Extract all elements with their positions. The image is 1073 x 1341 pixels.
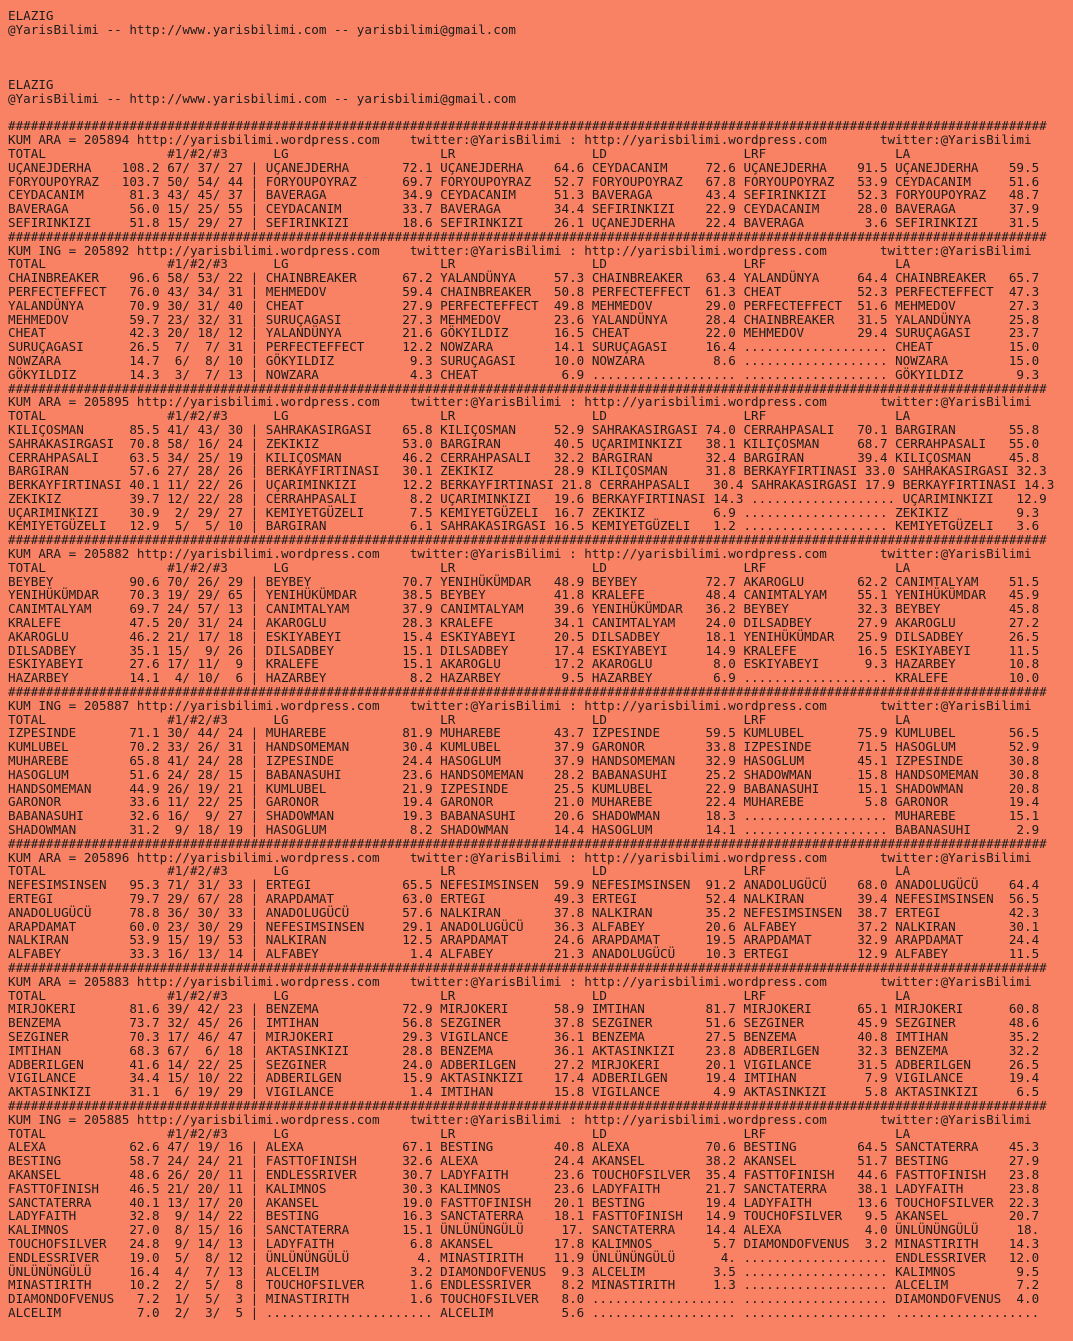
table-row: MINASTIRITH 10.2 2/ 5/ 8 | TOUCHOFSILVER 1.6 ENDLESSRIVER 8.2 MINASTIRITH 1.3 ................... ALCELIM 7.2 <box>8 1277 1040 1293</box>
table-row: KUMLUBEL 70.2 33/ 26/ 31 | HANDSOMEMAN 30.4 KUMLUBEL 37.9 GARONOR 33.8 IZPESINDE 71.5 HASOGLUM 52.9 <box>8 739 1040 755</box>
section-title: KUM ARA = 205894 http://yarisbilimi.wordpress.com twitter:@YarisBilimi : http://yarisbilimi.wordpress.com twitter:@YarisBilimi <box>8 132 1032 148</box>
separator-line: ######################################################################################################################################### <box>8 959 1047 975</box>
column-header: TOTAL #1/#2/#3 LG LR LD LRF LA <box>8 559 911 575</box>
table-row: SEFIRINKIZI 51.8 15/ 29/ 27 | SEFIRINKIZI 18.6 SEFIRINKIZI 26.1 UÇANEJDERHA 22.4 BAVERAGA 3.6 SEFIRINKIZI 31.5 <box>8 214 1040 230</box>
section-title: KUM ARA = 205895 http://yarisbilimi.wordpress.com twitter:@YarisBilimi : http://yarisbilimi.wordpress.com twitter:@YarisBilimi <box>8 394 1032 410</box>
table-row: CHEAT 42.3 20/ 18/ 12 | YALANDÜNYA 21.6 GÖKYILDIZ 16.5 CHEAT 22.0 MEHMEDOV 29.4 SURUÇAGASI 23.7 <box>8 325 1040 341</box>
table-row: AKTASINKIZI 31.1 6/ 19/ 29 | VIGILANCE 1.4 IMTIHAN 15.8 VIGILANCE 4.9 AKTASINKIZI 5.8 AKTASINKIZI 6.5 <box>8 1084 1040 1100</box>
table-row: ENDLESSRIVER 19.0 5/ 8/ 12 | ÜNLÜNÜNGÜLÜ 4. MINASTIRITH 11.9 ÜNLÜNÜNGÜLÜ 4. ................... ENDLESSRIVER 12.0 <box>8 1249 1040 1265</box>
table-row: ADBERILGEN 41.6 14/ 22/ 25 | SEZGINER 24.0 ADBERILGEN 27.2 MIRJOKERI 20.1 VIGILANCE 31.5 ADBERILGEN 26.5 <box>8 1056 1040 1072</box>
table-row: YALANDÜNYA 70.9 30/ 31/ 40 | CHEAT 27.9 PERFECTEFFECT 49.8 MEHMEDOV 29.0 PERFECTEFFECT 51.6 MEHMEDOV 27.3 <box>8 297 1040 313</box>
table-row: VIGILANCE 34.4 15/ 10/ 22 | ADBERILGEN 15.9 AKTASINKIZI 17.4 ADBERILGEN 19.4 IMTIHAN 7.9 VIGILANCE 19.4 <box>8 1070 1040 1086</box>
table-row: SEZGINER 70.3 17/ 46/ 47 | MIRJOKERI 29.3 VIGILANCE 36.1 BENZEMA 27.5 BENZEMA 40.8 IMTIHAN 35.2 <box>8 1028 1040 1044</box>
byline: @YarisBilimi -- http://www.yarisbilimi.com -- yarisbilimi@gmail.com <box>8 90 516 106</box>
spacer <box>8 64 1073 78</box>
page-header-block-2 <box>8 78 1073 106</box>
table-row: HAZARBEY 14.1 4/ 10/ 6 | HAZARBEY 8.2 HAZARBEY 9.5 HAZARBEY 6.9 ................... KRALEFE 10.0 <box>8 670 1040 686</box>
table-row: BEYBEY 90.6 70/ 26/ 29 | BEYBEY 70.7 YENIHÜKÜMDAR 48.9 BEYBEY 72.7 AKAROGLU 62.2 CANIMTALYAM 51.5 <box>8 573 1040 589</box>
table-row: FASTTOFINISH 46.5 21/ 20/ 11 | KALIMNOS 30.3 KALIMNOS 23.6 LADYFAITH 21.7 SANCTATERRA 38.1 LADYFAITH 23.8 <box>8 1180 1040 1196</box>
table-row: KILIÇOSMAN 85.5 41/ 43/ 30 | SAHRAKASIRGASI 65.8 KILIÇOSMAN 52.9 SAHRAKASIRGASI 74.0 CERRAHPASALI 70.1 BARGIRAN 55.8 <box>8 421 1040 437</box>
table-row: ALEXA 62.6 47/ 19/ 16 | ALEXA 67.1 BESTING 40.8 ALEXA 70.6 BESTING 64.5 SANCTATERRA 45.3 <box>8 1139 1040 1155</box>
table-row: CEYDACANIM 81.3 43/ 45/ 37 | BAVERAGA 34.9 CEYDACANIM 51.3 BAVERAGA 43.4 SEFIRINKIZI 52.3 FORYOUPOYRAZ 48.7 <box>8 187 1040 203</box>
table-row: TOUCHOFSILVER 24.8 9/ 14/ 13 | LADYFAITH 6.8 AKANSEL 17.8 KALIMNOS 5.7 DIAMONDOFVENUS 3.2 MINASTIRITH 14.3 <box>8 1235 1040 1251</box>
table-row: DIAMONDOFVENUS 7.2 1/ 5/ 3 | MINASTIRITH 1.6 TOUCHOFSILVER 8.0 ................... ................... DIAMONDOFVENUS 4.0 <box>8 1291 1040 1307</box>
race-sections <box>8 119 1073 1319</box>
table-row: AKANSEL 48.6 26/ 20/ 11 | ENDLESSRIVER 30.7 LADYFAITH 23.6 TOUCHOFSILVER 35.4 FASTTOFINISH 44.6 FASTTOFINISH 23.8 <box>8 1166 1040 1182</box>
spacer <box>8 37 1073 51</box>
column-header: TOTAL #1/#2/#3 LG LR LD LRF LA <box>8 145 911 161</box>
table-row: SAHRAKASIRGASI 70.8 58/ 16/ 24 | ZEKIKIZ 53.0 BARGIRAN 40.5 UÇARIMINKIZI 38.1 KILIÇOSMAN 68.7 CERRAHPASALI 55.0 <box>8 435 1040 451</box>
column-header: TOTAL #1/#2/#3 LG LR LD LRF LA <box>8 711 911 727</box>
table-row: ALCELIM 7.0 2/ 3/ 5 | ...................... ALCELIM 5.6 ................... ................... ................... <box>8 1304 1040 1320</box>
table-row: CANIMTALYAM 69.7 24/ 57/ 13 | CANIMTALYAM 37.9 CANIMTALYAM 39.6 YENIHÜKÜMDAR 36.2 BEYBEY 32.3 BEYBEY 45.8 <box>8 601 1040 617</box>
byline: @YarisBilimi -- http://www.yarisbilimi.com -- yarisbilimi@gmail.com <box>8 21 516 37</box>
table-row: KALIMNOS 27.0 8/ 15/ 16 | SANCTATERRA 15.1 ÜNLÜNÜNGÜLÜ 17. SANCTATERRA 14.4 ALEXA 4.0 ÜNLÜNÜNGÜLÜ 18. <box>8 1222 1040 1238</box>
table-row: BENZEMA 73.7 32/ 45/ 26 | IMTIHAN 56.8 SEZGINER 37.8 SEZGINER 51.6 SEZGINER 45.9 SEZGINER 48.6 <box>8 1015 1040 1031</box>
table-row: BERKAYFIRTINASI 40.1 11/ 22/ 26 | UÇARIMINKIZI 12.2 BERKAYFIRTINASI 21.8 CERRAHPASALI 30.4 SAHRAKASIRGASI 17.9 BERKAYFIRTINASI 14.3 <box>8 477 1055 493</box>
section-title: KUM ARA = 205883 http://yarisbilimi.wordpress.com twitter:@YarisBilimi : http://yarisbilimi.wordpress.com twitter:@YarisBilimi <box>8 973 1032 989</box>
table-row: KEMIYETGÜZELI 12.9 5/ 5/ 10 | BARGIRAN 6.1 SAHRAKASIRGASI 16.5 KEMIYETGÜZELI 1.2 ................... KEMIYETGÜZELI 3.6 <box>8 518 1040 534</box>
table-row: SURUÇAGASI 26.5 7/ 7/ 31 | PERFECTEFFECT 12.2 NOWZARA 14.1 SURUÇAGASI 16.4 ................... CHEAT 15.0 <box>8 339 1040 355</box>
table-row: MUHAREBE 65.8 41/ 24/ 28 | IZPESINDE 24.4 HASOGLUM 37.9 HANDSOMEMAN 32.9 HASOGLUM 45.1 IZPESINDE 30.8 <box>8 753 1040 769</box>
separator-line: ######################################################################################################################################### <box>8 835 1047 851</box>
separator-line: ######################################################################################################################################### <box>8 228 1047 244</box>
table-row: NALKIRAN 53.9 15/ 19/ 53 | NALKIRAN 12.5 ARAPDAMAT 24.6 ARAPDAMAT 19.5 ARAPDAMAT 32.9 ARAPDAMAT 24.4 <box>8 932 1040 948</box>
spacer <box>8 50 1073 64</box>
table-row: BARGIRAN 57.6 27/ 28/ 26 | BERKAYFIRTINASI 30.1 ZEKIKIZ 28.9 KILIÇOSMAN 31.8 BERKAYFIRTINASI 33.0 SAHRAKASIRGASI 32.3 <box>8 463 1047 479</box>
column-header: TOTAL #1/#2/#3 LG LR LD LRF LA <box>8 1125 911 1141</box>
table-row: UÇARIMINKIZI 30.9 2/ 29/ 27 | KEMIYETGÜZELI 7.5 KEMIYETGÜZELI 16.7 ZEKIKIZ 6.9 ................... ZEKIKIZ 9.3 <box>8 504 1040 520</box>
city-label: ELAZIG <box>8 76 54 92</box>
separator-line: ######################################################################################################################################### <box>8 380 1047 396</box>
column-header: TOTAL #1/#2/#3 LG LR LD LRF LA <box>8 863 911 879</box>
section-title: KUM ING = 205892 http://yarisbilimi.wordpress.com twitter:@YarisBilimi : http://yarisbilimi.wordpress.com twitter:@YarisBilimi <box>8 242 1032 258</box>
table-row: SHADOWMAN 31.2 9/ 18/ 19 | HASOGLUM 8.2 SHADOWMAN 14.4 HASOGLUM 14.1 ................... BABANASUHI 2.9 <box>8 822 1040 838</box>
section-title: KUM ING = 205885 http://yarisbilimi.wordpress.com twitter:@YarisBilimi : http://yarisbilimi.wordpress.com twitter:@YarisBilimi <box>8 1111 1032 1127</box>
table-row: PERFECTEFFECT 76.0 43/ 34/ 31 | MEHMEDOV 59.4 CHAINBREAKER 50.8 PERFECTEFFECT 61.3 CHEAT 52.3 PERFECTEFFECT 47.3 <box>8 283 1040 299</box>
table-row: HANDSOMEMAN 44.9 26/ 19/ 21 | KUMLUBEL 21.9 IZPESINDE 25.5 KUMLUBEL 22.9 BABANASUHI 15.1 SHADOWMAN 20.8 <box>8 780 1040 796</box>
table-row: NEFESIMSINSEN 95.3 71/ 31/ 33 | ERTEGI 65.5 NEFESIMSINSEN 59.9 NEFESIMSINSEN 91.2 ANADOLUGÜCÜ 68.0 ANADOLUGÜCÜ 64.4 <box>8 877 1040 893</box>
table-row: BESTING 58.7 24/ 24/ 21 | FASTTOFINISH 32.6 ALEXA 24.4 AKANSEL 38.2 AKANSEL 51.7 BESTING 27.9 <box>8 1153 1040 1169</box>
column-header: TOTAL #1/#2/#3 LG LR LD LRF LA <box>8 987 911 1003</box>
separator-line: ######################################################################################################################################### <box>8 1097 1047 1113</box>
table-row: ARAPDAMAT 60.0 23/ 30/ 29 | NEFESIMSINSEN 29.1 ANADOLUGÜCÜ 36.3 ALFABEY 20.6 ALFABEY 37.2 NALKIRAN 30.1 <box>8 918 1040 934</box>
report <box>8 9 1073 1320</box>
table-row: NOWZARA 14.7 6/ 8/ 10 | GÖKYILDIZ 9.3 SURUÇAGASI 10.0 NOWZARA 8.6 ................... NOWZARA 15.0 <box>8 352 1040 368</box>
table-row: ÜNLÜNÜNGÜLÜ 16.4 4/ 7/ 13 | ALCELIM 3.2 DIAMONDOFVENUS 9.3 ALCELIM 3.5 ................... KALIMNOS 9.5 <box>8 1263 1040 1279</box>
table-row: ANADOLUGÜCÜ 78.8 36/ 30/ 33 | ANADOLUGÜCÜ 57.6 NALKIRAN 37.8 NALKIRAN 35.2 NEFESIMSINSEN 38.7 ERTEGI 42.3 <box>8 904 1040 920</box>
table-row: MIRJOKERI 81.6 39/ 42/ 23 | BENZEMA 72.9 MIRJOKERI 58.9 IMTIHAN 81.7 MIRJOKERI 65.1 MIRJOKERI 60.8 <box>8 1001 1040 1017</box>
table-row: BABANASUHI 32.6 16/ 9/ 27 | SHADOWMAN 19.3 BABANASUHI 20.6 SHADOWMAN 18.3 ................... MUHAREBE 15.1 <box>8 808 1040 824</box>
table-row: DILSADBEY 35.1 15/ 9/ 26 | DILSADBEY 15.1 DILSADBEY 17.4 ESKIYABEYI 14.9 KRALEFE 16.5 ESKIYABEYI 11.5 <box>8 642 1040 658</box>
table-row: ALFABEY 33.3 16/ 13/ 14 | ALFABEY 1.4 ALFABEY 21.3 ANADOLUGÜCÜ 10.3 ERTEGI 12.9 ALFABEY 11.5 <box>8 946 1040 962</box>
table-row: ZEKIKIZ 39.7 12/ 22/ 28 | CERRAHPASALI 8.2 UÇARIMINKIZI 19.6 BERKAYFIRTINASI 14.3 ................... UÇARIMINKIZI 12.9 <box>8 490 1047 506</box>
table-row: GÖKYILDIZ 14.3 3/ 7/ 13 | NOWZARA 4.3 CHEAT 6.9 ................... ................... GÖKYILDIZ 9.3 <box>8 366 1040 382</box>
table-row: KRALEFE 47.5 20/ 31/ 24 | AKAROGLU 28.3 KRALEFE 34.1 CANIMTALYAM 24.0 DILSADBEY 27.9 AKAROGLU 27.2 <box>8 615 1040 631</box>
separator-line: ######################################################################################################################################### <box>8 118 1047 134</box>
section-title: KUM ARA = 205882 http://yarisbilimi.wordpress.com twitter:@YarisBilimi : http://yarisbilimi.wordpress.com twitter:@YarisBilimi <box>8 546 1032 562</box>
table-row: LADYFAITH 32.8 9/ 14/ 22 | BESTING 16.3 SANCTATERRA 18.1 FASTTOFINISH 14.9 TOUCHOFSILVER 9.5 AKANSEL 20.7 <box>8 1208 1040 1224</box>
separator-line: ######################################################################################################################################### <box>8 684 1047 700</box>
table-row: ERTEGI 79.7 29/ 67/ 28 | ARAPDAMAT 63.0 ERTEGI 49.3 ERTEGI 52.4 NALKIRAN 39.4 NEFESIMSINSEN 56.5 <box>8 891 1040 906</box>
table-row: FORYOUPOYRAZ 103.7 50/ 54/ 44 | FORYOUPOYRAZ 69.7 FORYOUPOYRAZ 52.7 FORYOUPOYRAZ 67.8 FORYOUPOYRAZ 53.9 CEYDACANIM 51.6 <box>8 173 1040 189</box>
table-row: ESKIYABEYI 27.6 17/ 11/ 9 | KRALEFE 15.1 AKAROGLU 17.2 AKAROGLU 8.0 ESKIYABEYI 9.3 HAZARBEY 10.8 <box>8 656 1040 672</box>
spacer <box>8 106 1073 120</box>
page-header-block-1 <box>8 9 1073 37</box>
table-row: BAVERAGA 56.0 15/ 25/ 55 | CEYDACANIM 33.7 BAVERAGA 34.4 SEFIRINKIZI 22.9 CEYDACANIM 28.0 BAVERAGA 37.9 <box>8 201 1040 217</box>
table-row: HASOGLUM 51.6 24/ 28/ 15 | BABANASUHI 23.6 HANDSOMEMAN 28.2 BABANASUHI 25.2 SHADOWMAN 15.8 HANDSOMEMAN 30.8 <box>8 766 1040 782</box>
column-header: TOTAL #1/#2/#3 LG LR LD LRF LA <box>8 408 911 424</box>
section-title: KUM ING = 205887 http://yarisbilimi.wordpress.com twitter:@YarisBilimi : http://yarisbilimi.wordpress.com twitter:@YarisBilimi <box>8 697 1032 713</box>
table-row: IZPESINDE 71.1 30/ 44/ 24 | MUHAREBE 81.9 MUHAREBE 43.7 IZPESINDE 59.5 KUMLUBEL 75.9 KUMLUBEL 56.5 <box>8 725 1040 741</box>
table-row: SANCTATERRA 40.1 13/ 17/ 20 | AKANSEL 19.0 FASTTOFINISH 20.1 BESTING 19.4 LADYFAITH 13.6 TOUCHOFSILVER 22.3 <box>8 1194 1040 1210</box>
separator-line: ######################################################################################################################################### <box>8 532 1047 548</box>
table-row: CHAINBREAKER 96.6 58/ 53/ 22 | CHAINBREAKER 67.2 YALANDÜNYA 57.3 CHAINBREAKER 63.4 YALANDÜNYA 64.4 CHAINBREAKER 65.7 <box>8 270 1040 286</box>
table-row: IMTIHAN 68.3 67/ 6/ 18 | AKTASINKIZI 28.8 BENZEMA 36.1 AKTASINKIZI 23.8 ADBERILGEN 32.3 BENZEMA 32.2 <box>8 1042 1040 1058</box>
column-header: TOTAL #1/#2/#3 LG LR LD LRF LA <box>8 256 911 272</box>
table-row: UÇANEJDERHA 108.2 67/ 37/ 27 | UÇANEJDERHA 72.1 UÇANEJDERHA 64.6 CEYDACANIM 72.6 UÇANEJDERHA 91.5 UÇANEJDERHA 59.5 <box>8 159 1040 175</box>
table-row: CERRAHPASALI 63.5 34/ 25/ 19 | KILIÇOSMAN 46.2 CERRAHPASALI 32.2 BARGIRAN 32.4 BARGIRAN 39.4 KILIÇOSMAN 45.8 <box>8 449 1040 465</box>
section-title: KUM ARA = 205896 http://yarisbilimi.wordpress.com twitter:@YarisBilimi : http://yarisbilimi.wordpress.com twitter:@YarisBilimi <box>8 849 1032 865</box>
table-row: AKAROGLU 46.2 21/ 17/ 18 | ESKIYABEYI 15.4 ESKIYABEYI 20.5 DILSADBEY 18.1 YENIHÜKÜMDAR 25.9 DILSADBEY 26.5 <box>8 628 1040 644</box>
city-label: ELAZIG <box>8 8 54 23</box>
table-row: GARONOR 33.6 11/ 22/ 25 | GARONOR 19.4 GARONOR 21.0 MUHAREBE 22.4 MUHAREBE 5.8 GARONOR 19.4 <box>8 794 1040 810</box>
table-row: MEHMEDOV 59.7 23/ 32/ 31 | SURUÇAGASI 27.3 MEHMEDOV 23.6 YALANDÜNYA 28.4 CHAINBREAKER 31.5 YALANDÜNYA 25.8 <box>8 311 1040 327</box>
table-row: YENIHÜKÜMDAR 70.3 19/ 29/ 65 | YENIHÜKÜMDAR 38.5 BEYBEY 41.8 KRALEFE 48.4 CANIMTALYAM 55.1 YENIHÜKÜMDAR 45.9 <box>8 587 1040 603</box>
